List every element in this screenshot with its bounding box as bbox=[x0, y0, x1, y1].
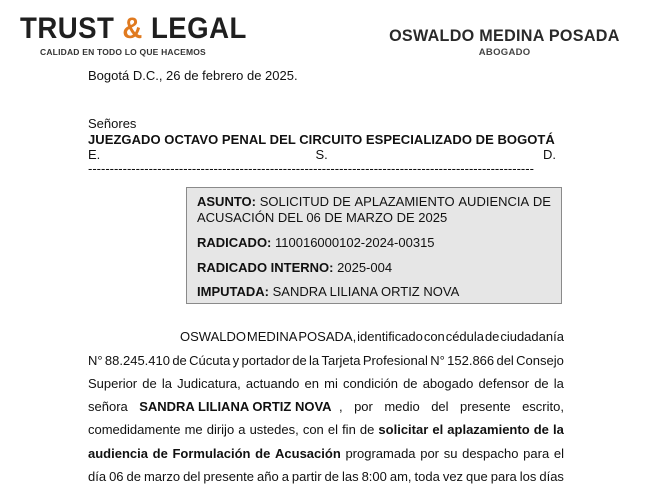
body-word: comedidamente bbox=[88, 422, 181, 437]
logo-wordmark bbox=[20, 12, 247, 45]
body-word: fin bbox=[342, 422, 356, 437]
esd-e: E. bbox=[88, 147, 101, 162]
logo-word-trust: TRUST bbox=[20, 12, 115, 45]
body-word: a bbox=[238, 422, 246, 437]
body-line-2 bbox=[88, 353, 564, 369]
asunto-word: SOLICITUD bbox=[259, 194, 330, 209]
body-word: de bbox=[324, 469, 339, 484]
body-word: del bbox=[183, 469, 201, 484]
body-word: presente bbox=[203, 469, 255, 484]
court-name: JUEZGADO OCTAVO PENAL DEL CIRCUITO ESPECIALIZADO DE BOGOTÁ bbox=[88, 132, 555, 147]
body-word: del bbox=[431, 399, 449, 414]
body-word: de bbox=[172, 353, 187, 368]
body-word: de bbox=[533, 422, 549, 437]
defendant-name: SANDRA LILIANA ORTIZ NOVA bbox=[139, 399, 332, 414]
asunto-line-2: ACUSACIÓN DEL 06 DE MARZO DE 2025 bbox=[197, 210, 448, 225]
asunto-word: DE bbox=[332, 194, 351, 209]
body-word: el bbox=[327, 422, 338, 437]
body-word: año bbox=[257, 469, 279, 484]
body-word: del bbox=[496, 353, 514, 368]
asunto-word: DE bbox=[532, 194, 551, 209]
asunto-word: APLAZAMIENTO bbox=[354, 194, 455, 209]
logo-ampersand: & bbox=[122, 12, 143, 45]
body-word: mi bbox=[324, 376, 338, 391]
body-word: su bbox=[443, 446, 458, 461]
body-word: de bbox=[484, 329, 500, 344]
imputada-label: IMPUTADA: bbox=[197, 284, 269, 299]
body-word: marzo bbox=[143, 469, 181, 484]
logo-tagline: CALIDAD EN TODO LO QUE HACEMOS bbox=[40, 47, 206, 57]
body-word: de bbox=[403, 376, 418, 391]
radicado-label: RADICADO: bbox=[197, 235, 272, 250]
imputada-line bbox=[197, 284, 459, 299]
radicado-interno-line bbox=[197, 260, 392, 275]
body-word: de bbox=[359, 422, 375, 437]
body-word: la bbox=[161, 376, 173, 391]
body-word: escrito, bbox=[522, 399, 564, 414]
body-line-5 bbox=[88, 422, 564, 438]
body-word: de bbox=[255, 446, 271, 461]
body-word: ustedes, bbox=[249, 422, 299, 437]
body-word: por bbox=[354, 399, 373, 414]
body-word: identificado bbox=[357, 329, 423, 344]
body-line-3 bbox=[88, 376, 564, 392]
body-word: con bbox=[423, 329, 445, 344]
body-word: programada bbox=[345, 446, 416, 461]
body-word: dirijo bbox=[206, 422, 235, 437]
body-word: los bbox=[519, 469, 537, 484]
body-word: Superior bbox=[88, 376, 138, 391]
body-word: Tarjeta bbox=[321, 353, 361, 368]
body-word: Consejo bbox=[516, 353, 564, 368]
body-word: la bbox=[553, 376, 564, 391]
body-word: señora bbox=[88, 399, 128, 414]
body-word: abogado bbox=[422, 376, 474, 391]
body-word: audiencia bbox=[88, 446, 148, 461]
asunto-label: ASUNTO: bbox=[197, 194, 256, 209]
body-word: de bbox=[152, 446, 168, 461]
body-word: vez bbox=[442, 469, 464, 484]
date-line: Bogotá D.C., 26 de febrero de 2025. bbox=[88, 68, 298, 83]
body-word: me bbox=[184, 422, 203, 437]
body-word: ciudadanía bbox=[500, 329, 564, 344]
body-word: para bbox=[523, 446, 550, 461]
body-word: condición bbox=[343, 376, 398, 391]
lawyer-name: OSWALDO MEDINA POSADA bbox=[389, 26, 620, 45]
body-word: de bbox=[126, 469, 141, 484]
body-word: cédula bbox=[445, 329, 485, 344]
body-word: Formulación bbox=[172, 446, 251, 461]
imputada-value: SANDRA LILIANA ORTIZ NOVA bbox=[272, 284, 460, 299]
salutation: Señores bbox=[88, 116, 137, 131]
body-word: toda bbox=[414, 469, 440, 484]
esd-s: S. bbox=[315, 147, 328, 162]
body-word: el bbox=[432, 422, 444, 437]
body-line-7 bbox=[88, 469, 564, 485]
body-word: N° bbox=[88, 353, 103, 368]
body-word: medio bbox=[384, 399, 420, 414]
radicado-interno-label: RADICADO INTERNO: bbox=[197, 260, 334, 275]
body-word: defensor bbox=[478, 376, 530, 391]
separator-line: ------------------------------------------------------------------------------------------------------- bbox=[88, 161, 534, 176]
body-line-4 bbox=[88, 399, 564, 415]
body-word: de bbox=[534, 376, 549, 391]
body-word: el bbox=[553, 446, 564, 461]
body-word: aplazamiento bbox=[447, 422, 530, 437]
body-word: 88.245.410 bbox=[104, 353, 170, 368]
body-word: y bbox=[232, 353, 240, 368]
body-word: de bbox=[292, 353, 307, 368]
body-word: con bbox=[302, 422, 324, 437]
body-word: am, bbox=[389, 469, 412, 484]
subject-box bbox=[186, 187, 562, 304]
body-word: de bbox=[142, 376, 157, 391]
body-word: días bbox=[539, 469, 564, 484]
body-word: solicitar bbox=[378, 422, 429, 437]
body-word: que bbox=[466, 469, 488, 484]
body-word: para bbox=[490, 469, 517, 484]
body-word: Judicatura, bbox=[177, 376, 241, 391]
body-word: MEDINA bbox=[246, 329, 298, 344]
body-word: 8:00 bbox=[361, 469, 387, 484]
body-word: Acusación bbox=[275, 446, 341, 461]
body-word: portador bbox=[241, 353, 290, 368]
body-word: OSWALDO bbox=[180, 329, 246, 344]
esd-d: D. bbox=[543, 147, 556, 162]
radicado-interno-value: 2025-004 bbox=[337, 260, 393, 275]
body-word: partir bbox=[291, 469, 322, 484]
body-word: presente bbox=[460, 399, 511, 414]
body-word: POSADA, bbox=[298, 329, 357, 344]
body-line-1 bbox=[180, 329, 564, 345]
body-line-6 bbox=[88, 446, 564, 462]
body-word: N° bbox=[430, 353, 445, 368]
lawyer-letterhead bbox=[383, 26, 626, 58]
body-word: 152.866 bbox=[447, 353, 495, 368]
asunto-line-1 bbox=[197, 194, 551, 209]
radicado-line bbox=[197, 235, 435, 250]
logo-word-legal: LEGAL bbox=[150, 12, 247, 45]
body-word: día bbox=[88, 469, 107, 484]
lawyer-title: ABOGADO bbox=[478, 47, 531, 58]
body-word: actuando bbox=[245, 376, 300, 391]
body-word: Profesional bbox=[362, 353, 428, 368]
body-word: por bbox=[420, 446, 440, 461]
body-word: las bbox=[341, 469, 359, 484]
body-comma: , bbox=[339, 399, 343, 414]
body-word: a bbox=[281, 469, 289, 484]
body-word: la bbox=[309, 353, 320, 368]
body-word: despacho bbox=[462, 446, 519, 461]
body-word: la bbox=[552, 422, 564, 437]
body-word: en bbox=[304, 376, 319, 391]
trust-legal-logo bbox=[20, 12, 247, 57]
body-word: Cúcuta bbox=[189, 353, 231, 368]
asunto-word: AUDIENCIA bbox=[458, 194, 530, 209]
body-word: 06 bbox=[109, 469, 124, 484]
radicado-value: 110016000102-2024-00315 bbox=[275, 235, 435, 250]
